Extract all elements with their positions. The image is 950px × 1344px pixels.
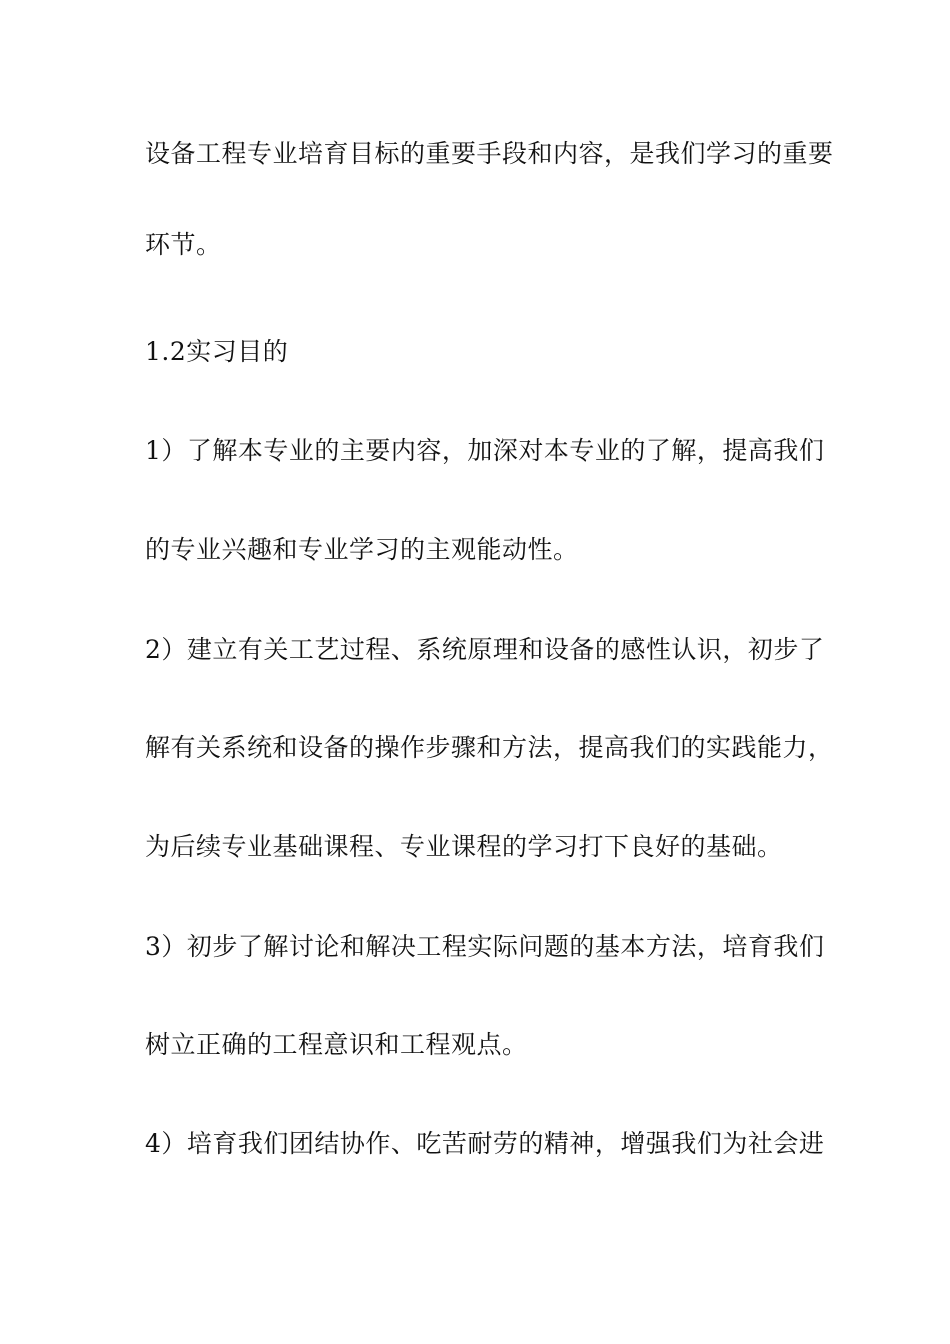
text-line: 2）建立有关工艺过程、系统原理和设备的感性认识，初步了 [145, 635, 825, 664]
text-line: 的专业兴趣和专业学习的主观能动性。 [145, 535, 579, 564]
text-line: 4）培育我们团结协作、吃苦耐劳的精神，增强我们为社会进 [145, 1129, 825, 1158]
section-heading: 1.2实习目的 [145, 337, 289, 366]
text-line: 为后续专业基础课程、专业课程的学习打下良好的基础。 [145, 832, 783, 861]
text-line: 环节。 [145, 230, 222, 259]
text-line: 1）了解本专业的主要内容，加深对本专业的了解，提高我们 [145, 436, 825, 465]
text-line: 设备工程专业培育目标的重要手段和内容，是我们学习的重要 [145, 139, 834, 168]
text-line: 解有关系统和设备的操作步骤和方法，提高我们的实践能力， [145, 733, 834, 762]
text-line: 树立正确的工程意识和工程观点。 [145, 1030, 528, 1059]
text-line: 3）初步了解讨论和解决工程实际问题的基本方法，培育我们 [145, 932, 825, 961]
